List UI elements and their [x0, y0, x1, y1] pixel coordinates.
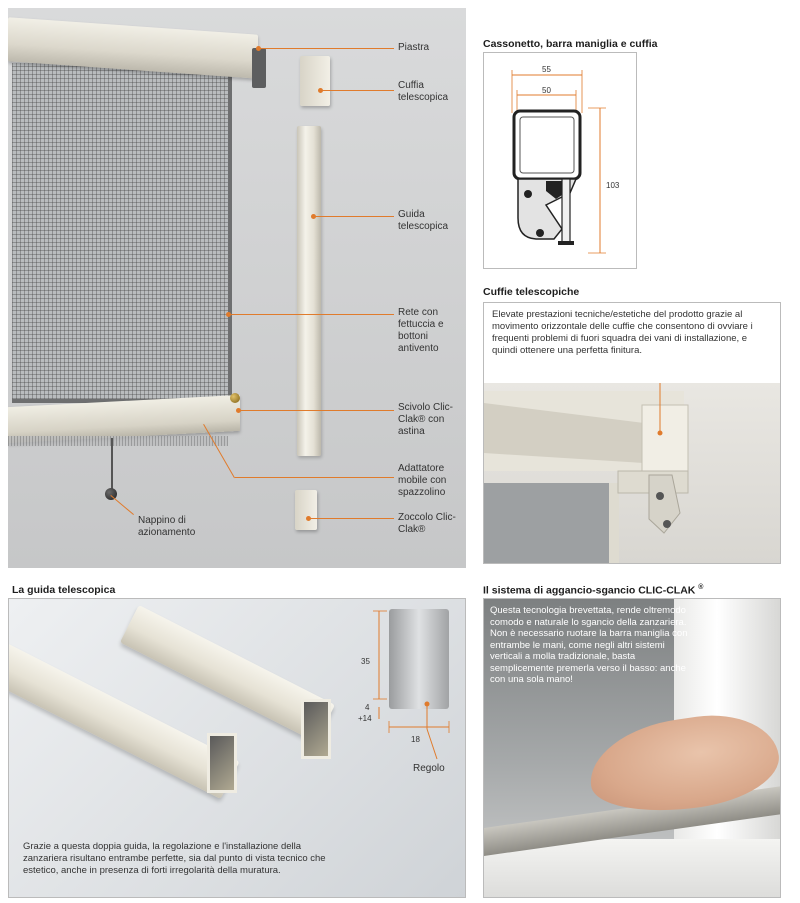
callout-label-slide: Scivolo Clic-Clak® con astina: [398, 402, 454, 437]
callout-line-plate: [258, 48, 394, 49]
callout-label-guide: Guida telescopica: [398, 209, 449, 232]
dim-inner-width: 50: [542, 86, 551, 95]
guide-description: Grazie a questa doppia guida, la regolazione e l'installazione della zanzariera risultano entrambe perfette, sia dal punto di vista tecnico che estetico, anche in presenza di forti irregolarità della muratura.: [23, 841, 326, 876]
callout-label-plinth: Zoccolo Clic-Clak®: [398, 512, 456, 535]
technical-drawing-panel: [483, 52, 637, 269]
clic-section-title: [483, 584, 703, 597]
callout-line-plinth: [308, 518, 394, 519]
callout-label-net: Rete con fettuccia e bottoni antivento: [398, 307, 444, 354]
callout-line-adapter-b: [235, 477, 394, 478]
callout-line-adapter-a: [203, 424, 235, 478]
drawing-section-title: Cassonetto, barra maniglia e cuffia: [483, 38, 658, 50]
callout-dot-net: [226, 312, 231, 317]
callout-line-guide: [313, 216, 394, 217]
cassette-end-plate-image: [252, 48, 266, 88]
brush-image: [8, 436, 228, 446]
callout-dot-cap: [318, 88, 323, 93]
clic-title-mark: ®: [698, 584, 704, 591]
callout-line-cap: [320, 90, 394, 91]
caps-illustration: [484, 383, 781, 564]
guide-dim-gap: 4: [365, 703, 370, 712]
mesh-net-image: [12, 63, 232, 403]
callout-line-net: [228, 314, 394, 315]
regolo-label: Regolo: [413, 763, 445, 774]
caps-description: Elevate prestazioni tecniche/estetiche del prodotto grazie al movimento orizzontale delle cuffie che consentono di ovviare i frequenti problemi di fuori squadra dei vani di installazione, e quindi ottenere una perfetta finitura.: [492, 309, 753, 356]
callout-dot-slide: [236, 408, 241, 413]
caps-panel: [483, 302, 781, 564]
telescopic-guide-image: [297, 126, 321, 456]
cassette-section-drawing: [484, 53, 637, 269]
dim-outer-width: 55: [542, 65, 551, 74]
clic-panel: [483, 598, 781, 898]
plinth-image: [295, 490, 317, 530]
guide-section-title: La guida telescopica: [12, 584, 116, 596]
callout-dot-plate: [256, 46, 261, 51]
callout-line-slide: [238, 410, 394, 411]
clic-title-text: Il sistema di aggancio-sgancio CLIC-CLAK: [483, 584, 696, 597]
guide-panel: [8, 598, 466, 898]
callout-dot-guide: [311, 214, 316, 219]
callout-label-adapter: Adattatore mobile con spazzolino: [398, 463, 447, 498]
clic-description: Questa tecnologia brevettata, rende oltremodo comodo e naturale lo sgancio della zanzariera. Non è necessario ruotare la barra maniglia con entrambe le mani, come negli altri sistemi verticali a molla tradizionale, basta semplicemente premerla verso il basso: anche con una sola mano!: [490, 605, 688, 685]
caps-photo: [484, 383, 781, 564]
caps-section-title: Cuffie telescopiche: [483, 286, 580, 298]
slide-knob-image: [230, 393, 240, 403]
dim-height: 103: [606, 181, 620, 190]
callout-label-cord: Nappino di azionamento: [138, 515, 196, 538]
callout-dot-plinth: [306, 516, 311, 521]
telescopic-cap-image: [300, 56, 330, 106]
guide-dim-height: 35: [361, 657, 370, 666]
callout-label-cap: Cuffia telescopica: [398, 80, 449, 103]
guide-dim-adjust: +14: [358, 714, 372, 723]
callout-line-cord: [110, 495, 134, 515]
callout-label-plate: Piastra: [398, 42, 430, 53]
guide-dim-width: 18: [411, 735, 420, 744]
exploded-view-panel: [8, 8, 466, 568]
